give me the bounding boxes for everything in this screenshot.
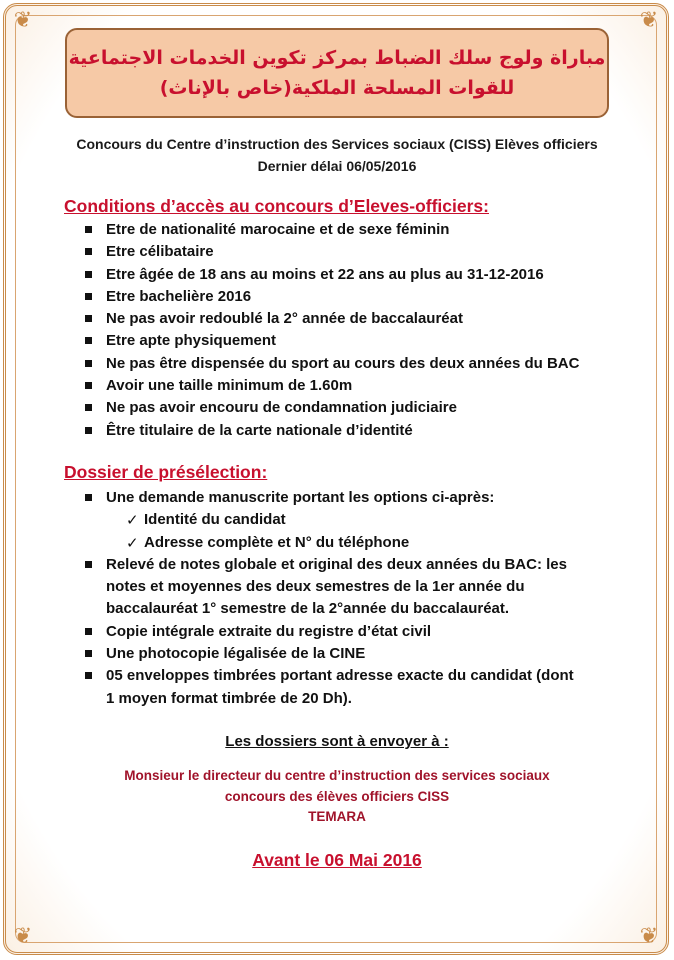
list-item: Etre célibataire xyxy=(84,241,644,263)
address-line-1: Monsieur le directeur du centre d’instruction des services sociaux xyxy=(124,768,550,783)
list-item: Etre bachelière 2016 xyxy=(84,286,644,308)
conditions-section-title: Conditions d’accès au concours d’Eleves-officiers: xyxy=(64,196,489,216)
square-bullet-icon xyxy=(85,650,92,657)
square-bullet-icon xyxy=(85,337,92,344)
list-item: Etre apte physiquement xyxy=(84,330,644,352)
list-item: Avoir une taille minimum de 1.60m xyxy=(84,375,644,397)
list-item: Copie intégrale extraite du registre d’état civil xyxy=(84,621,644,643)
square-bullet-icon xyxy=(85,427,92,434)
final-deadline: Avant le 06 Mai 2016 xyxy=(252,850,422,870)
conditions-list xyxy=(84,219,644,442)
dossier-section-title: Dossier de présélection: xyxy=(64,462,268,482)
corner-ornament-icon: ❦ xyxy=(13,8,33,33)
arabic-title-box xyxy=(65,28,609,118)
square-bullet-icon xyxy=(85,271,92,278)
corner-ornament-icon: ❦ xyxy=(639,8,659,33)
square-bullet-icon xyxy=(85,226,92,233)
dossier-list xyxy=(84,487,644,710)
list-item: Etre de nationalité marocaine et de sexe féminin xyxy=(84,219,644,241)
square-bullet-icon xyxy=(85,561,92,568)
list-item: Ne pas être dispensée du sport au cours des deux années du BAC xyxy=(84,353,644,375)
corner-ornament-icon: ❦ xyxy=(13,924,33,949)
square-bullet-icon xyxy=(85,628,92,635)
check-item: ✓ Adresse complète et N° du téléphone xyxy=(84,532,644,554)
list-item: Une photocopie légalisée de la CINE xyxy=(84,643,644,665)
list-item: Ne pas avoir encouru de condamnation judiciaire xyxy=(84,397,644,419)
square-bullet-icon xyxy=(85,293,92,300)
corner-ornament-icon: ❦ xyxy=(639,924,659,949)
list-item: 05 enveloppes timbrées portant adresse exacte du candidat (dont 1 moyen format timbrée de 20 Dh). xyxy=(84,665,644,710)
list-item: Relevé de notes globale et original des deux années du BAC: les notes et moyennes des deux semestres de la 1er année du baccalauréat 1° semestre de la 2°année du baccalauréat. xyxy=(84,554,644,621)
square-bullet-icon xyxy=(85,360,92,367)
list-item: Ne pas avoir redoublé la 2° année de baccalauréat xyxy=(84,308,644,330)
french-header-line-1: Concours du Centre d’instruction des Services sociaux (CISS) Elèves officiers xyxy=(76,136,598,152)
checkmark-icon: ✓ xyxy=(126,533,139,552)
list-item: Être titulaire de la carte nationale d’identité xyxy=(84,420,644,442)
square-bullet-icon xyxy=(85,382,92,389)
checkmark-icon: ✓ xyxy=(126,511,139,530)
arabic-title-line-2: للقوات المسلحة الملكية(خاص بالإناث) xyxy=(159,77,515,99)
list-item: Une demande manuscrite portant les options ci-après: xyxy=(84,487,644,509)
square-bullet-icon xyxy=(85,404,92,411)
square-bullet-icon xyxy=(85,494,92,501)
send-instructions-label: Les dossiers sont à envoyer à : xyxy=(225,733,449,750)
address-city: TEMARA xyxy=(308,809,366,824)
list-item: Etre âgée de 18 ans au moins et 22 ans au plus au 31-12-2016 xyxy=(84,264,644,286)
square-bullet-icon xyxy=(85,315,92,322)
address-line-2: concours des élèves officiers CISS xyxy=(224,789,450,804)
arabic-title-line-1: مباراة ولوج سلك الضباط بمركز تكوين الخدمات الاجتماعية xyxy=(68,47,606,69)
square-bullet-icon xyxy=(85,248,92,255)
check-item: ✓ Identité du candidat xyxy=(84,509,644,531)
deadline-header: Dernier délai 06/05/2016 xyxy=(257,158,417,174)
square-bullet-icon xyxy=(85,672,92,679)
